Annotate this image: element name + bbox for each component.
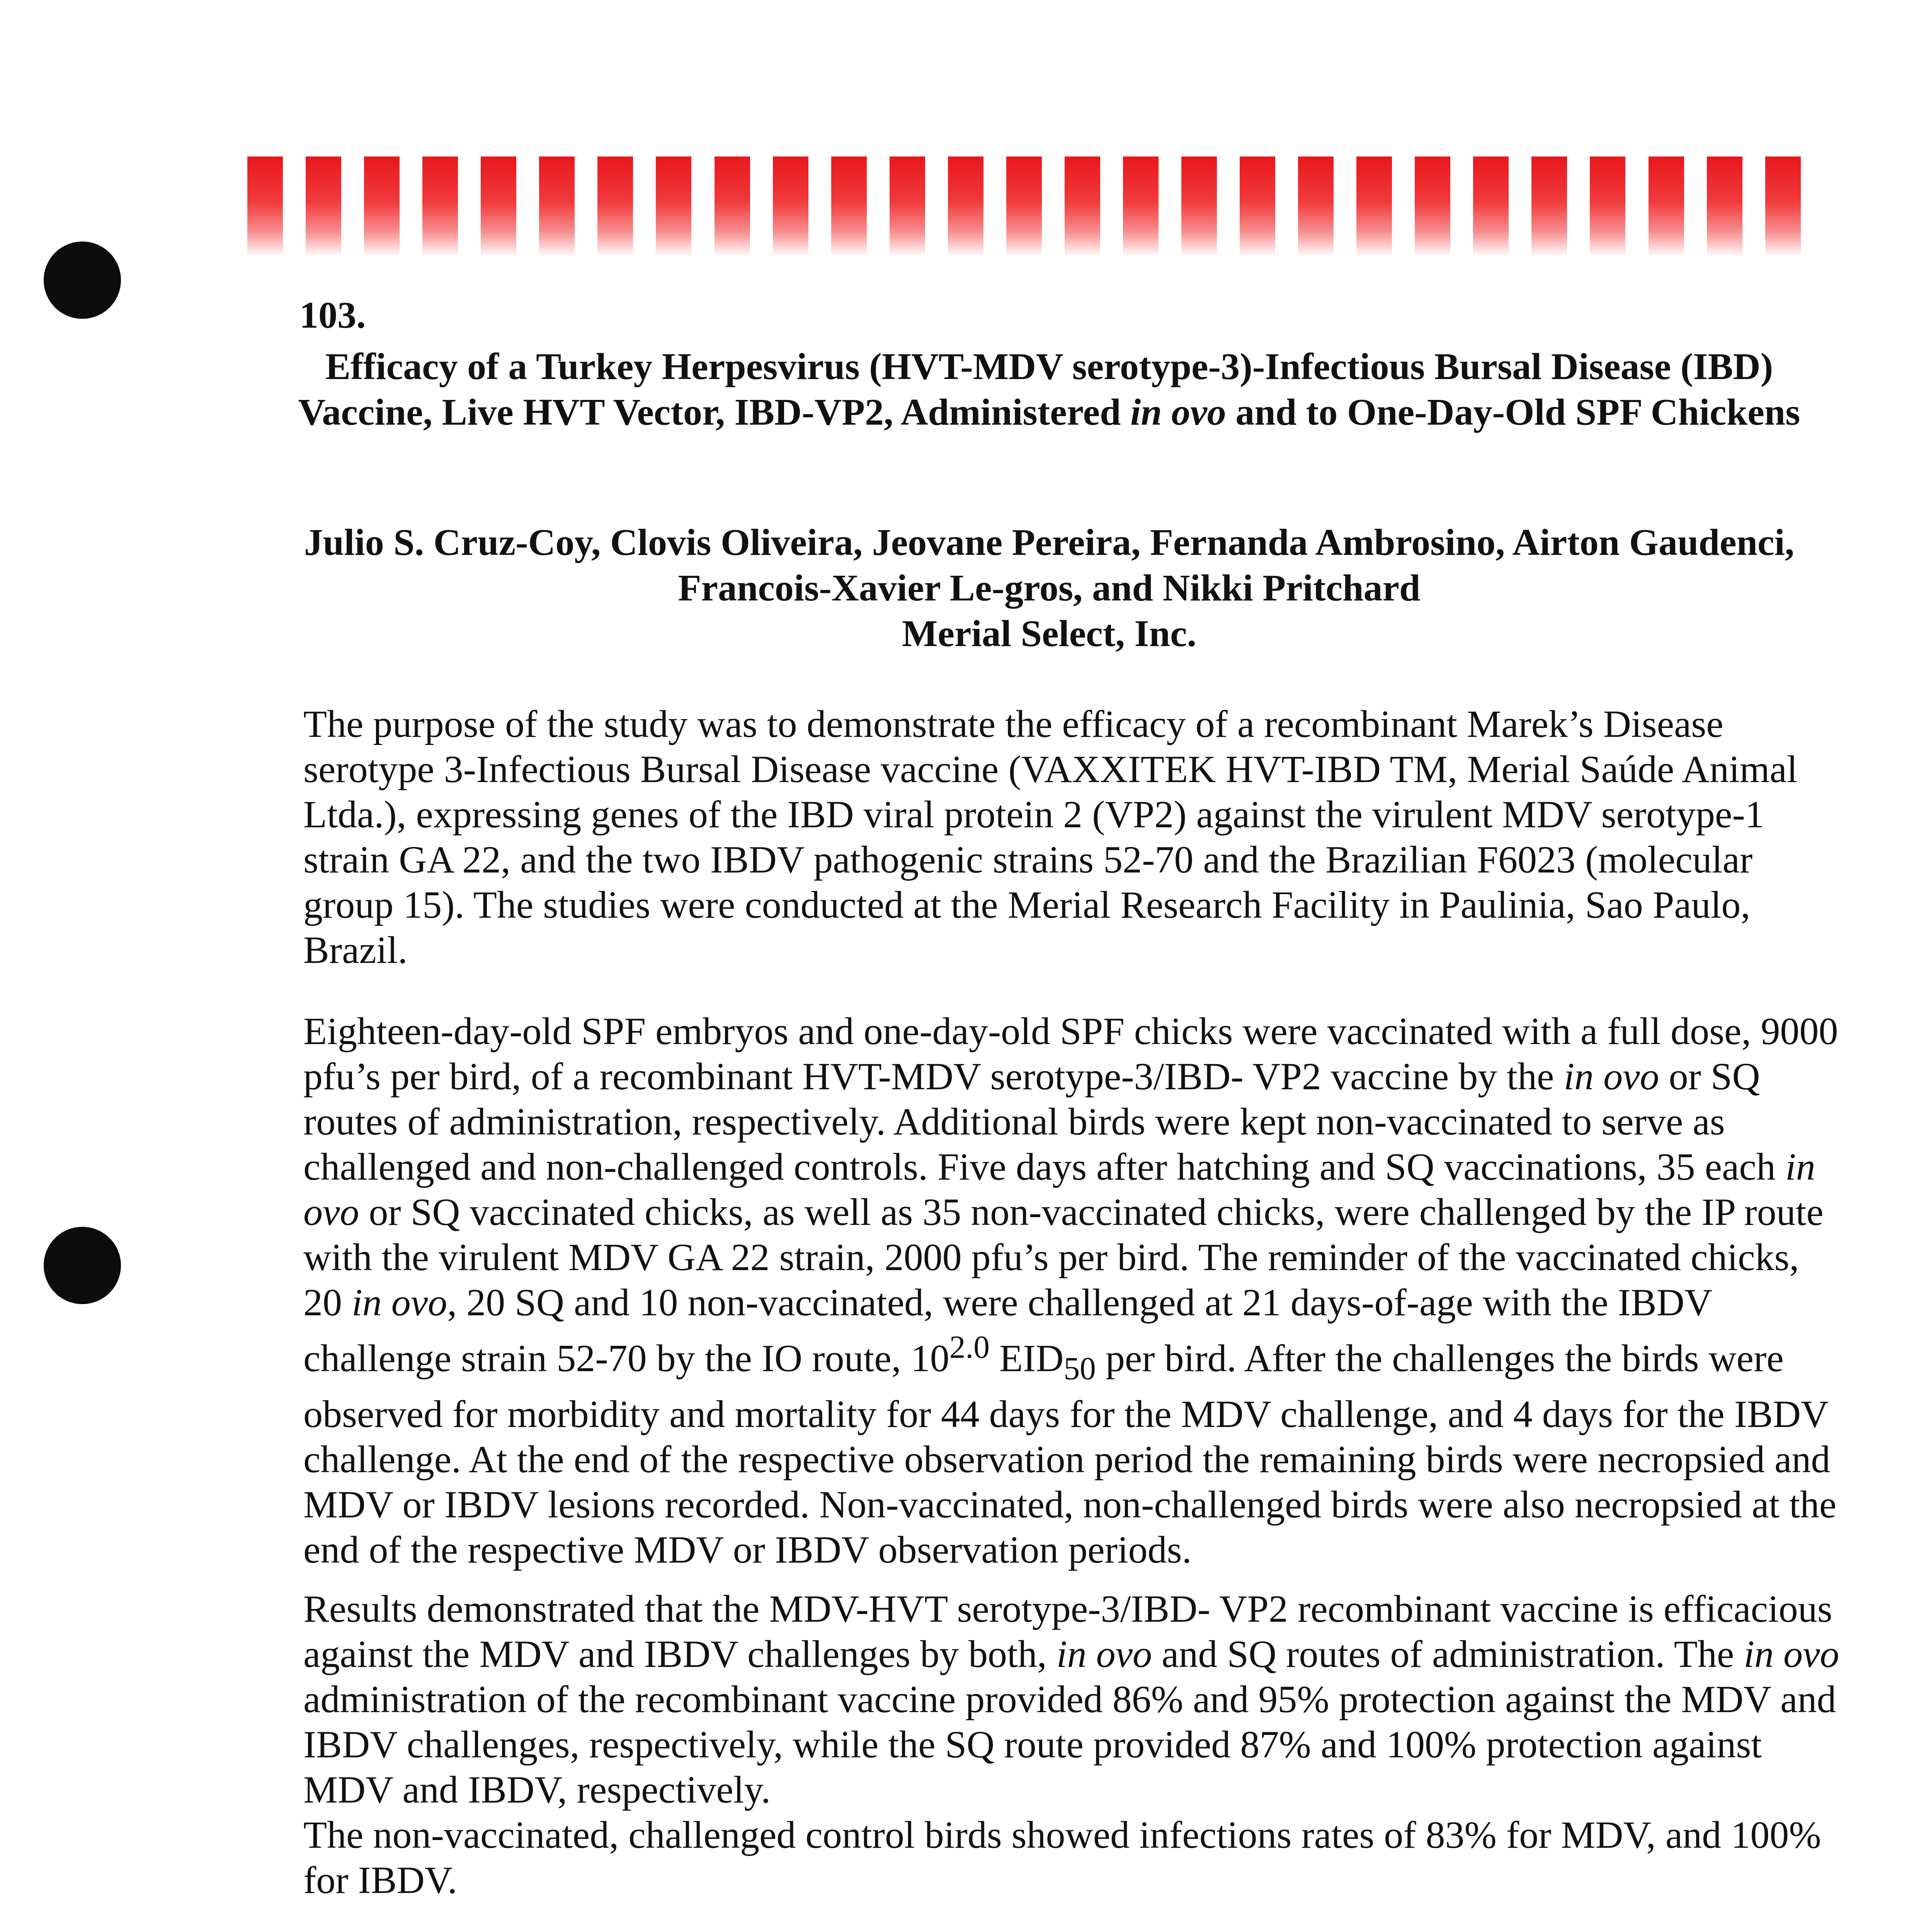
header-bar	[831, 156, 867, 257]
header-bar	[1006, 156, 1042, 257]
header-bar	[1181, 156, 1217, 257]
header-bar	[481, 156, 516, 257]
affiliation: Merial Select, Inc.	[902, 613, 1196, 655]
header-bar	[1298, 156, 1334, 257]
header-bar	[948, 156, 983, 257]
author-list-line-2: Francois-Xavier Le-gros, and Nikki Pritchard	[678, 567, 1421, 609]
header-bar	[1707, 156, 1742, 257]
header-bar	[890, 156, 925, 257]
header-bar	[539, 156, 575, 257]
paragraph-methods: Eighteen-day-old SPF embryos and one-day-old SPF chicks were vaccinated with a full dose, 9000 pfu’s per bird, of a recombinant HVT-MDV serotype-3/IBD- VP2 vaccine by the in ovo or SQ routes of administration, respectively. Additional birds were kept non-vaccinated to serve as challenged and non-challenged controls. Five days after hatching and SQ vaccinations, 35 each in ovo or SQ vaccinated chicks, as well as 35 non-vaccinated chicks, were challenged by the IP route with the virulent MDV GA 22 strain, 2000 pfu’s per bird. The reminder of the vaccinated chicks, 20 in ovo, 20 SQ and 10 non-vaccinated, were challenged at 21 days-of-age with the IBDV challenge strain 52-70 by the IO route, $10^{2.0}$ $EID_{50}$ per bird. After the challenges the birds were observed for morbidity and mortality for 44 days for the MDV challenge, and 4 days for the IBDV challenge. At the end of the respective observation period the remaining birds were necropsied and MDV or IBDV lesions recorded. Non-vaccinated, non-challenged birds were also necropsied at the end of the respective MDV or IBDV observation periods.	[303, 1010, 1838, 1571]
paragraph-purpose: The purpose of the study was to demonstrate the efficacy of a recombinant Marek’s Disease serotype 3-Infectious Bursal Disease vaccine (VAXXITEK HVT-IBD TM, Merial Saúde Animal Ltda.), expressing genes of the IBD viral protein 2 (VP2) against the virulent MDV serotype-1 strain GA 22, and the two IBDV pathogenic strains 52-70 and the Brazilian F6023 (molecular group 15). The studies were conducted at the Merial Research Facility in Paulinia, Sao Paulo, Brazil.	[303, 702, 1798, 971]
header-bar	[1123, 156, 1159, 257]
header-bar	[1473, 156, 1509, 257]
binder-hole-top	[44, 242, 121, 319]
header-bar	[364, 156, 400, 257]
header-bar	[247, 156, 283, 257]
header-bar	[306, 156, 341, 257]
article-number: 103.	[299, 294, 366, 336]
header-bar	[1356, 156, 1392, 257]
header-bar	[1531, 156, 1567, 257]
paragraph-results: Results demonstrated that the MDV-HVT serotype-3/IBD- VP2 recombinant vaccine is efficacious against the MDV and IBDV challenges by both, in ovo and SQ routes of administration. The in ovo administration of the recombinant vaccine provided 86% and 95% protection against the MDV and IBDV challenges, respectively, while the SQ route provided 87% and 100% protection against MDV and IBDV, respectively. The non-vaccinated, challenged control birds showed infections rates of 83% for MDV, and 100% for IBDV.	[303, 1587, 1839, 1901]
header-bar	[1065, 156, 1100, 257]
header-bar	[1240, 156, 1275, 257]
header-bar	[597, 156, 633, 257]
header-bar	[715, 156, 750, 257]
author-block	[278, 520, 1820, 656]
article-title: Efficacy of a Turkey Herpesvirus (HVT-MDV serotype-3)-Infectious Bursal Disease (IBD) Vaccine, Live HVT Vector, IBD-VP2, Administered in ovo and to One-Day-Old SPF Chickens	[298, 346, 1800, 433]
header-bar-strip	[247, 156, 1801, 257]
header-bar	[1649, 156, 1684, 257]
header-bar	[1590, 156, 1625, 257]
header-bar	[1415, 156, 1450, 257]
header-bar	[656, 156, 691, 257]
binder-hole-middle	[44, 1227, 121, 1304]
header-bar	[1765, 156, 1801, 257]
header-bar	[773, 156, 808, 257]
author-list-line-1: Julio S. Cruz-Coy, Clovis Oliveira, Jeovane Pereira, Fernanda Ambrosino, Airton Gaudenci,	[304, 522, 1795, 563]
header-bar	[422, 156, 458, 257]
